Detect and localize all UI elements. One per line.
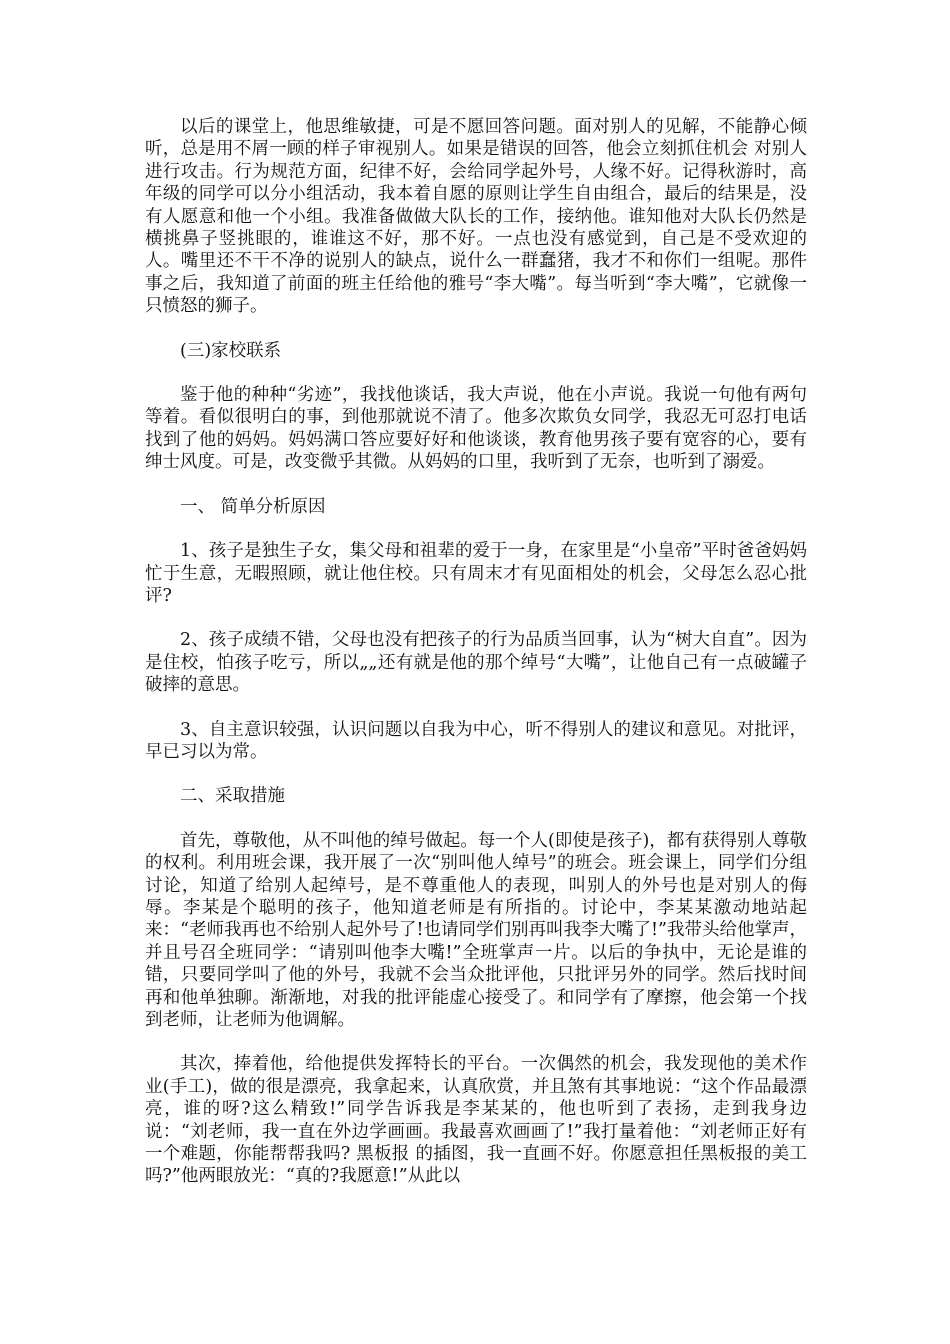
paragraph-cause-3: 3、自主意识较强，认识问题以自我为中心，听不得别人的建议和意见。对批评，早已习以为常。	[145, 719, 807, 762]
heading-measures: 二、采取措施	[180, 786, 285, 807]
paragraph-cause-1: 1、孩子是独生子女，集父母和祖辈的爱于一身，在家里是“小皇帝”平时爸爸妈妈忙于生意，无暇照顾，就让他住校。只有周末才有见面相处的机会，父母怎么忍心批评?	[145, 541, 807, 606]
paragraph-talk-with-mother: 鉴于他的种种“劣迹”，我找他谈话，我大声说，他在小声说。我说一句他有两句等着。看似很明白的事，到他那就说不清了。他多次欺负女同学，我忍无可忍打电话找到了他的妈妈。妈妈满口答应要好好和他谈谈，教育他男孩子要有宽容的心，要有绅士风度。可是，改变微乎其微。从妈妈的口里，我听到了无奈，也听到了溺爱。	[145, 385, 807, 473]
heading-home-school-contact: (三)家校联系	[180, 340, 282, 361]
paragraph-classroom-behavior: 以后的课堂上，他思维敏捷，可是不愿回答问题。面对别人的见解，不能静心倾听，总是用不屑一顾的样子审视别人。如果是错误的回答，他会立刻抓住机会 对别人进行攻击。行为规范方面，纪律不好，会给同学起外号，人缘不好。记得秋游时，高年级的同学可以分小组活动，我本着自愿的原则让学生自由组合，最后的结果是，没有人愿意和他一个小组。我准备做做大队长的工作，接纳他。谁知他对大队长仍然是横挑鼻子竖挑眼的，谁谁这不好，那不好。一点也没有感觉到，自己是不受欢迎的人。嘴里还不干不净的说别人的缺点，说什么一群蠢猪，我才不和你们一组呢。那件事之后，我知道了前面的班主任给他的雅号“李大嘴”。每当听到“李大嘴”，它就像一只愤怒的狮子。	[145, 117, 807, 317]
heading-cause-analysis: 一、 简单分析原因	[180, 496, 326, 517]
paragraph-measure-respect: 首先，尊敬他，从不叫他的绰号做起。每一个人(即使是孩子)，都有获得别人尊敬的权利。利用班会课，我开展了一次“别叫他人绰号”的班会。班会课上，同学们分组讨论，知道了给别人起绰号，是不尊重他人的表现，叫别人的外号也是对别人的侮辱。李某是个聪明的孩子，他知道老师是有所指的。讨论中，李某某激动地站起来：“老师我再也不给别人起外号了!也请同学们别再叫我李大嘴了!”我带头给他掌声，并且号召全班同学：“请别叫他李大嘴!”全班掌声一片。以后的争执中，无论是谁的错，只要同学叫了他的外号，我就不会当众批评他，只批评另外的同学。然后找时间再和他单独聊。渐渐地，对我的批评能虚心接受了。和同学有了摩擦，他会第一个找到老师，让老师为他调解。	[145, 830, 807, 1030]
paragraph-cause-2: 2、孩子成绩不错，父母也没有把孩子的行为品质当回事，认为“树大自直”。因为是住校，怕孩子吃亏，所以„„还有就是他的那个绰号“大嘴”，让他自己有一点破罐子破摔的意思。	[145, 630, 807, 696]
paragraph-measure-platform: 其次，捧着他，给他提供发挥特长的平台。一次偶然的机会，我发现他的美术作业(手工)，做的很是漂亮，我拿起来，认真欣赏，并且煞有其事地说：“这个作品最漂亮，谁的呀?这么精致!”同学告诉我是李某某的，他也听到了表扬，走到我身边说：“刘老师，我一直在外边学画画。我最喜欢画画了!”我打量着他：“刘老师正好有一个难题，你能帮帮我吗? 黑板报 的插图，我一直画不好。你愿意担任黑板报的美工吗?”他两眼放光：“真的?我愿意!”从此以	[145, 1054, 807, 1187]
document-page	[145, 116, 807, 1210]
